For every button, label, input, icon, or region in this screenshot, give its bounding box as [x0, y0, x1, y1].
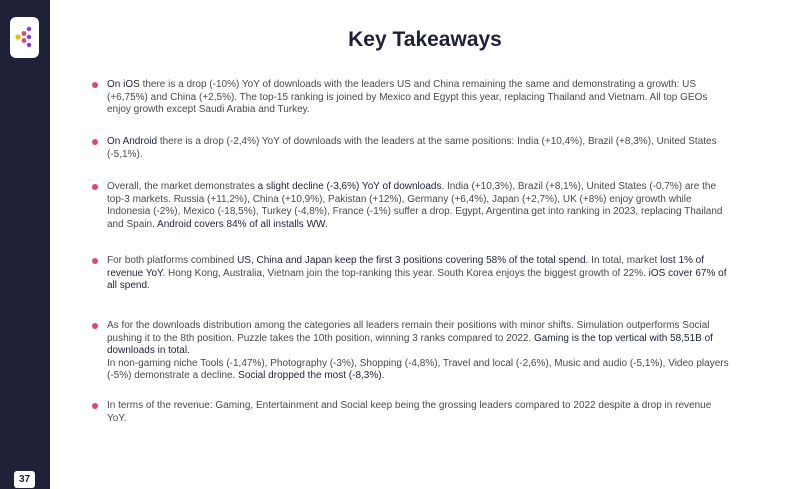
- highlight-text: a slight decline (-3,6%) YoY of downloads: [257, 181, 442, 192]
- bullet-text: [107, 79, 732, 117]
- list-item: [92, 136, 732, 161]
- list-item: [92, 181, 732, 231]
- logo-icon: [14, 26, 35, 48]
- body-text: there is a drop (-2,4%) YoY of downloads with the leaders at the same positions: India (+10,4%), Brazil (+8,3%), United States (-5,1%).: [107, 136, 717, 160]
- bullet-icon: [92, 139, 98, 145]
- bullet-text: [107, 136, 732, 161]
- bullet-icon: [92, 82, 98, 88]
- highlight-text: US, China and Japan keep the first 3 positions covering 58% of the total spend: [237, 255, 586, 266]
- list-item: [92, 79, 732, 117]
- body-text: Overall, the market demonstrates: [107, 181, 258, 192]
- body-text: For both platforms combined: [107, 255, 238, 266]
- body-text: In non-gaming niche Tools (-1,47%), Photography (-3%), Shopping (-4,8%), Travel and local (-2,6%), Music and audio (-5,1%), Video players (-5%) demonstrate a decline.: [107, 357, 729, 382]
- bullet-text: [107, 320, 732, 383]
- brand-logo: [10, 17, 39, 58]
- body-text: there is a drop (-10%) YoY of downloads with the leaders US and China remaining the same and demonstrating a growth: US (+6,75%) and China (+2,5%). The top-15 ranking is joined by Mexico and Egypt this year, replacing Thailand and Vietnam. All top GEOs enjoy growth except Saudi Arabia and Turkey.: [107, 79, 708, 116]
- highlight-text: iOS cover 67% of all spend: [107, 267, 727, 292]
- body-text: As for the downloads distribution among the categories all leaders remain their positions with minor shifts. Simulation outperforms Social pushing it to the 8th position. Puzzle takes the 10th position, winning 3 ranks compared to 2022.: [107, 320, 710, 344]
- highlight-text: Gaming is the top vertical with 58,51B of downloads in total.: [107, 332, 713, 357]
- highlight-text: On Android: [107, 136, 158, 147]
- list-item: [92, 400, 732, 425]
- bullet-icon: [92, 403, 98, 409]
- highlight-text: lost 1% of revenue YoY: [107, 255, 705, 279]
- body-text: .: [147, 280, 150, 292]
- list-item: [92, 320, 732, 383]
- list-item: [92, 255, 732, 293]
- highlight-text: Android covers 84% of all installs WW.: [157, 218, 328, 230]
- bullet-icon: [92, 323, 98, 329]
- body-text: In terms of the revenue: Gaming, Entertainment and Social keep being the grossing leaders compared to 2022 despite a drop in revenue YoY.: [107, 400, 712, 424]
- bullet-text: [107, 400, 732, 425]
- body-text: . In total, market: [585, 255, 661, 266]
- body-text: . Hong Kong, Australia, Vietnam join the top-ranking this year. South Korea enjoys the biggest growth of 22%.: [162, 267, 649, 279]
- bullet-icon: [92, 184, 98, 190]
- page-title: Key Takeaways: [348, 28, 502, 51]
- page-number: 37: [14, 471, 35, 488]
- bullet-text: [107, 181, 732, 231]
- sidebar: [0, 0, 50, 489]
- highlight-text: Social dropped the most (-8,3%).: [238, 370, 385, 382]
- bullet-text: [107, 255, 732, 293]
- bullet-icon: [92, 258, 98, 264]
- highlight-text: On iOS: [107, 79, 140, 90]
- body-text: . India (+10,3%), Brazil (+8,1%), United States (-0,7%) are the top-3 markets. Russia (+11,2%), China (+10,9%), Pakistan (+12%), Germany (+6,4%), Japan (+2,7%), UK (+8%) enjoy growth while Indonesia (-2%), Mexico (-18,5%), Turkey (-4,8%), France (-1%) suffer a drop. Egypt, Argentina get into ranking in 2023, replacing Thailand and Spain.: [107, 181, 723, 230]
